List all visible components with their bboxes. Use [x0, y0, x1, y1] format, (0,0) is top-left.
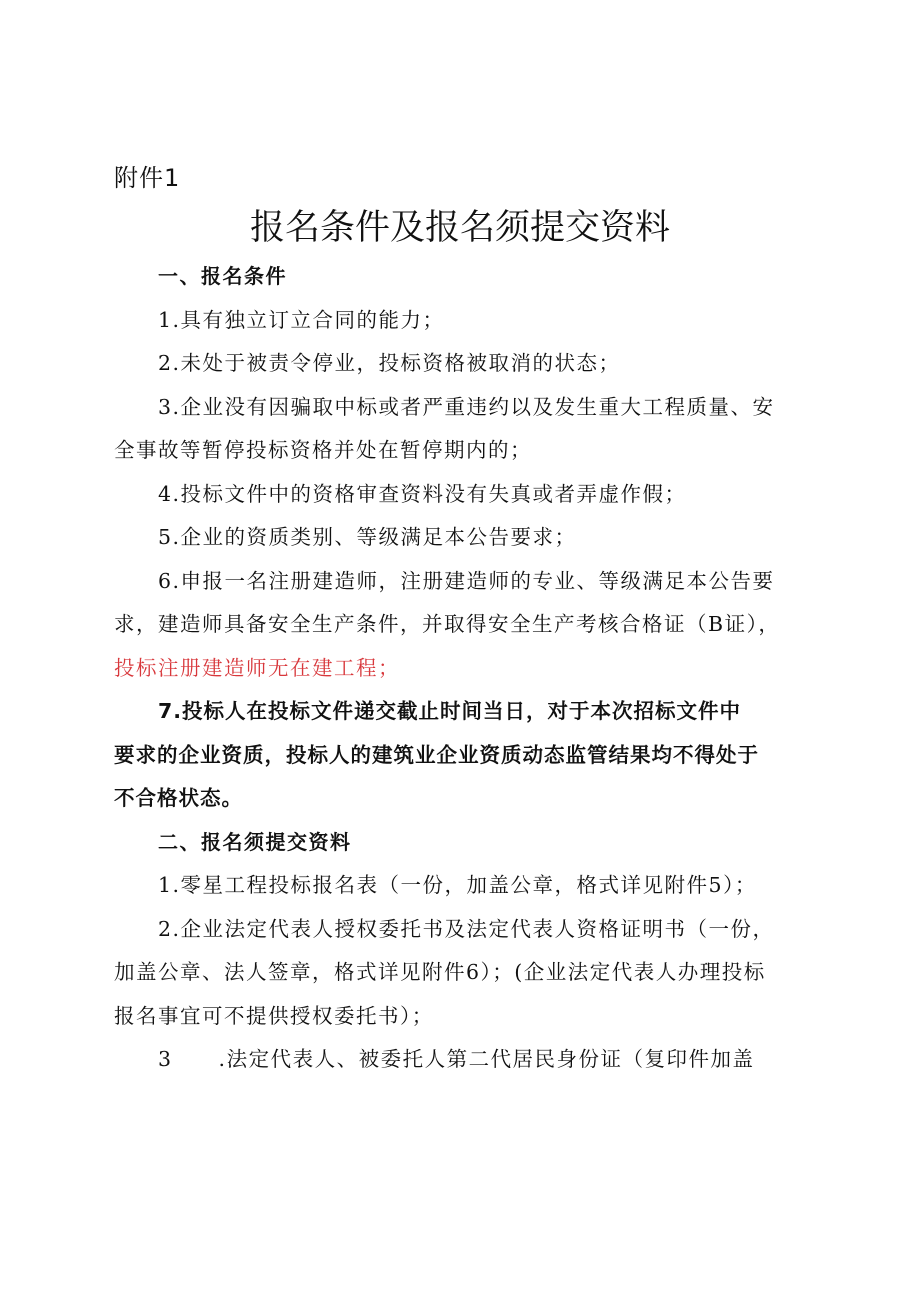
requirement-item-7-line1: 7.投标人在投标文件递交截止时间当日，对于本次招标文件中 — [158, 699, 742, 723]
requirement-item-3-line2: 全事故等暂停投标资格并处在暂停期内的； — [114, 438, 532, 462]
requirement-item-7-line3: 不合格状态。 — [114, 786, 243, 810]
material-item-3 — [114, 1038, 814, 1082]
material-item-1: 1.零星工程投标报名表（一份，加盖公章，格式详见附件5）； — [158, 873, 757, 897]
requirement-item-5: 5.企业的资质类别、等级满足本公告要求； — [158, 525, 577, 549]
requirement-item-6-line3-highlight: 投标注册建造师无在建工程； — [114, 655, 400, 680]
document-title: 报名条件及报名须提交资料 — [249, 208, 670, 248]
requirement-item-2: 2.未处于被责令停业，投标资格被取消的状态； — [158, 351, 621, 375]
document-body — [114, 255, 814, 1082]
material-item-3-text: .法定代表人、被委托人第二代居民身份证（复印件加盖 — [218, 1047, 755, 1071]
requirement-item-6-line1: 6.申报一名注册建造师，注册建造师的专业、等级满足本公告要 — [158, 568, 775, 593]
requirement-item-6-line2: 求，建造师具备安全生产条件，并取得安全生产考核合格证（B证）， — [114, 612, 781, 636]
requirement-item-4: 4.投标文件中的资格审查资料没有失真或者弄虚作假； — [158, 481, 687, 506]
requirement-item-7-line2: 要求的企业资质，投标人的建筑业企业资质动态监管结果均不得处于 — [114, 742, 759, 767]
section-heading-materials: 二、报名须提交资料 — [158, 829, 352, 854]
material-item-2-line1: 2.企业法定代表人授权委托书及法定代表人资格证明书（一份， — [158, 916, 775, 941]
material-item-2-line2: 加盖公章、法人签章，格式详见附件6）；(企业法定代表人办理投标 — [114, 960, 766, 984]
section-heading-requirements: 一、报名条件 — [158, 264, 287, 288]
material-item-3-number: 3 — [158, 1047, 173, 1071]
attachment-label: 附件1 — [114, 164, 181, 192]
requirement-item-3-line1: 3.企业没有因骗取中标或者严重违约以及发生重大工程质量、安 — [158, 394, 775, 419]
material-item-2-line3: 报名事宜可不提供授权委托书）； — [114, 1003, 434, 1028]
requirement-item-1: 1.具有独立订立合同的能力； — [158, 307, 445, 332]
